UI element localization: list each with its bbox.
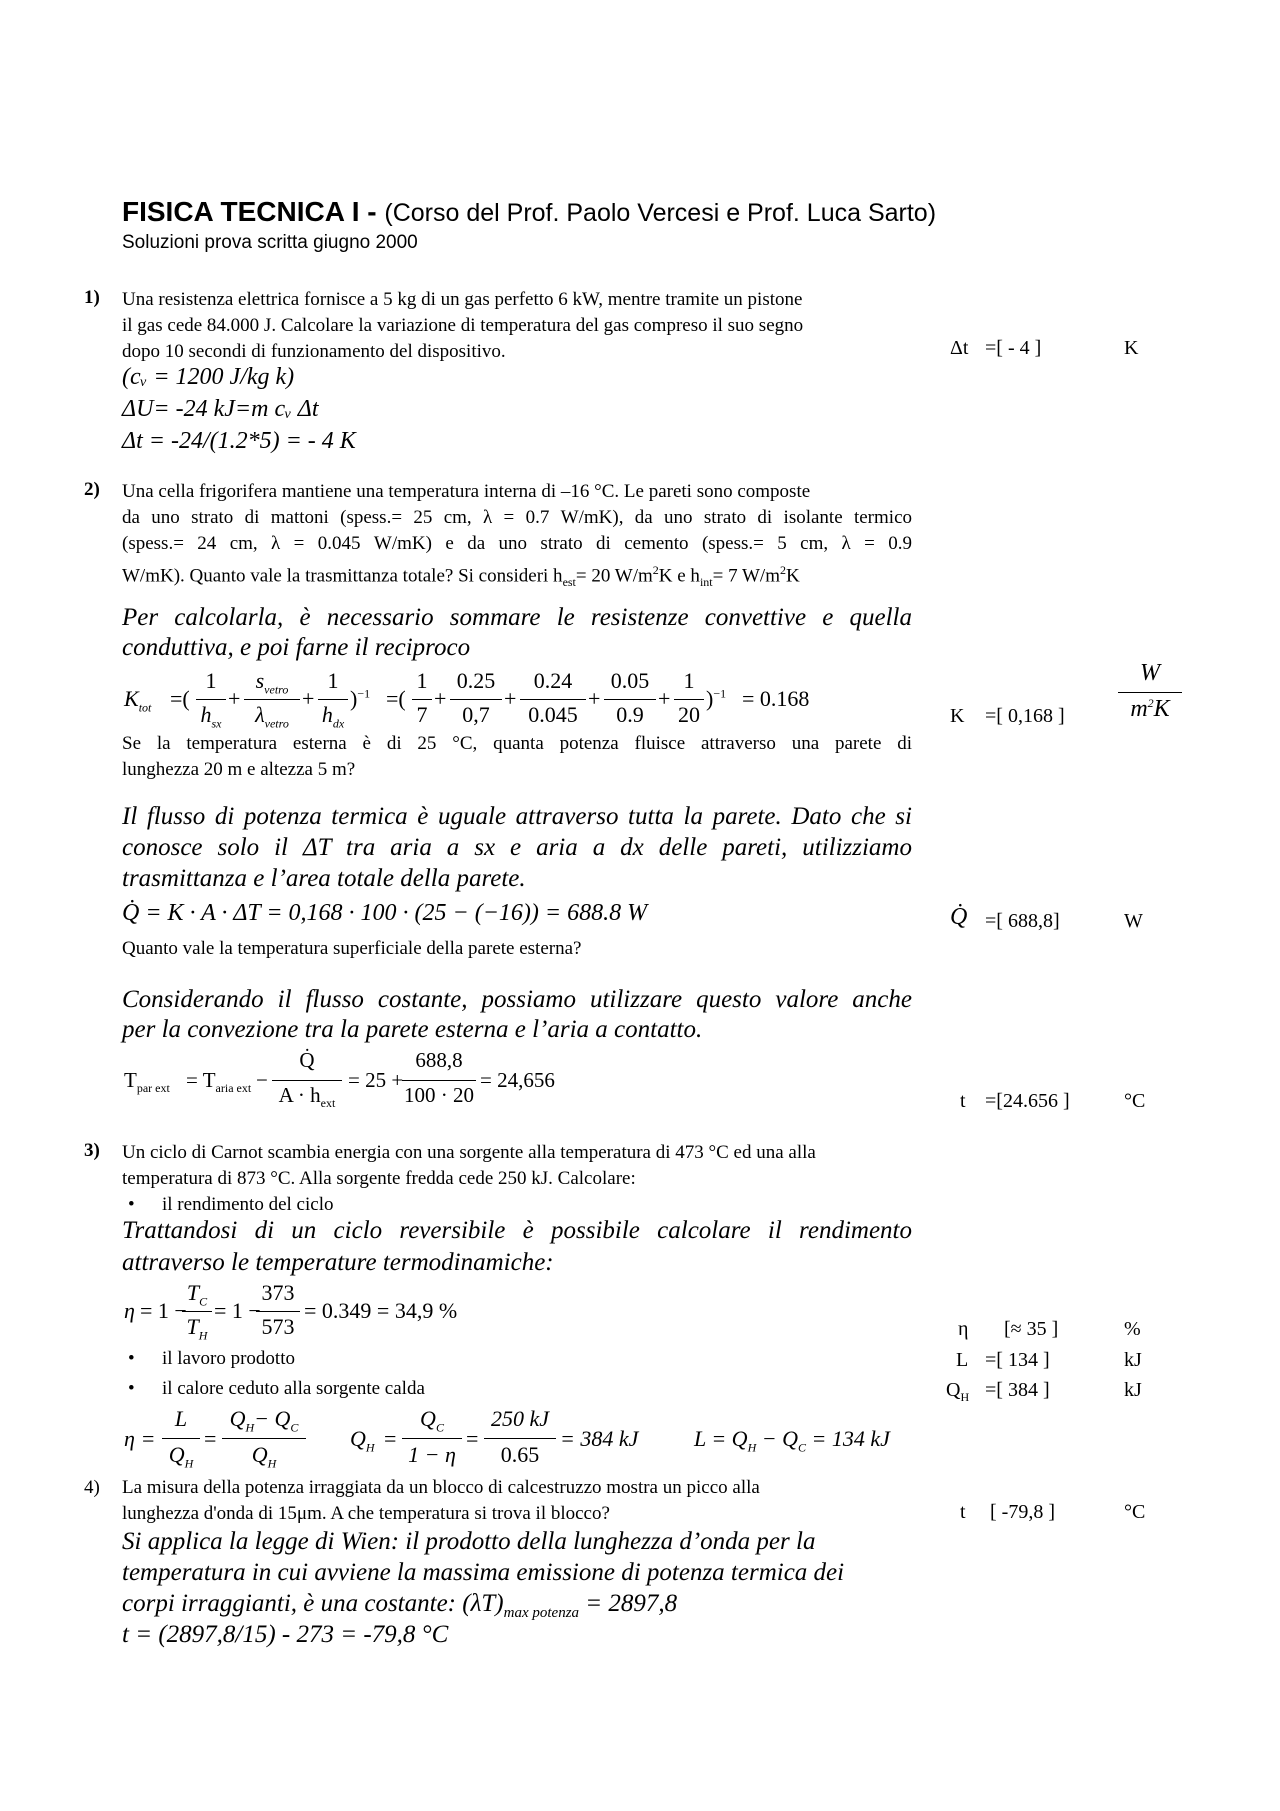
eta-p1: = 1 −	[140, 1298, 187, 1323]
term3-num: 1	[327, 668, 339, 693]
unit-den	[1118, 696, 1182, 723]
q2b-line-1: Se la temperatura esterna è di 25 °C, quanta potenza fluisce attraverso una parete di	[122, 733, 912, 754]
page-subtitle: Soluzioni prova scritta giugno 2000	[122, 232, 418, 253]
d5: 20	[678, 702, 700, 727]
q2-answer-k-symbol: K	[950, 705, 965, 727]
f2-d1-q: Q	[168, 1442, 185, 1467]
f2-n2a: Q	[229, 1406, 246, 1431]
f2-eq1: =	[142, 1426, 155, 1451]
q2-solution-2-line-1: Il flusso di potenza termica è uguale attraverso tutta la parete. Dato che si	[122, 803, 912, 830]
formula-tparext	[122, 1048, 722, 1118]
eta-result: = 0.349 = 34,9 %	[304, 1298, 458, 1323]
close-2	[706, 686, 726, 712]
n5: 1	[683, 668, 695, 693]
eta-n1-t: T	[186, 1280, 200, 1305]
eta-d1-t: T	[186, 1314, 199, 1339]
page-title	[122, 196, 936, 228]
f2-eq3: =	[384, 1426, 397, 1451]
q2-answer-t-symbol: t	[960, 1090, 966, 1112]
q4-solution-line-1: Si applica la legge di Wien: il prodotto della lunghezza d’onda per la	[122, 1528, 816, 1555]
frac1-den-sub: ext	[320, 1096, 336, 1111]
exp-2: −1	[713, 686, 727, 701]
f2-n3-sub: C	[435, 1420, 444, 1435]
frac1-den	[272, 1083, 342, 1111]
plus-4: +	[504, 686, 517, 711]
eta-n2: 373	[261, 1280, 295, 1305]
term1-sub: sx	[211, 716, 222, 731]
question-2-number: 2)	[84, 479, 100, 500]
f2-d1	[162, 1442, 200, 1471]
h-est-value: = 20 W/m	[575, 565, 653, 587]
q2-solution-3-line-2: per la convezione tra la parete esterna e l’aria a contatto.	[122, 1016, 703, 1043]
unit-m: m	[1130, 696, 1148, 722]
f2-n3-q: Q	[420, 1406, 436, 1431]
sq-2: 2	[779, 563, 786, 577]
formula-qh	[122, 1404, 922, 1474]
q1-solution-1: (cᵥ = 1200 J/kg k)	[122, 364, 295, 390]
q2-answer-k-value: =[ 0,168 ]	[985, 705, 1065, 727]
q1-answer-symbol: Δt	[950, 337, 969, 359]
ktot-result: = 0.168	[742, 686, 810, 711]
q1-answer-unit: K	[1124, 337, 1139, 359]
unit-sq: 2	[1147, 696, 1154, 710]
bullet-dot-2: •	[128, 1348, 135, 1369]
h-int-value: = 7 W/m	[712, 565, 780, 587]
f2-bar2	[222, 1438, 306, 1439]
open-2: (	[398, 686, 406, 711]
q4-solution-line-4: t = (2897,8/15) - 273 = -79,8 °C	[122, 1621, 449, 1648]
frac1-num: Q̇	[299, 1048, 315, 1072]
f2-lw	[694, 1426, 890, 1455]
q4-sol-sub: max potenza	[503, 1605, 580, 1621]
eta-bar1	[182, 1311, 212, 1312]
term3-h: h	[321, 702, 333, 727]
f2-eta: η	[124, 1426, 135, 1451]
bar-n4	[604, 699, 656, 700]
f2-lw-text: L = Q	[694, 1426, 748, 1451]
f2-d2-q: Q	[251, 1442, 268, 1467]
sq-1: 2	[652, 563, 659, 577]
bar-n3	[520, 699, 586, 700]
exp-1: −1	[357, 686, 371, 701]
q2-line-4-text: W/mK). Quanto vale la trasmittanza totale? Si consideri h	[122, 565, 563, 587]
f2-d3: 1 − η	[408, 1442, 456, 1467]
qh-q: Q	[946, 1379, 961, 1401]
q3-solution-line-2: attraverso le temperature termodinamiche:	[122, 1249, 554, 1276]
q2-solution-2-line-2: conosce solo il ΔT tra aria a sx e aria a dx delle pareti, utilizziamo	[122, 834, 912, 861]
f2-qh-q: Q	[350, 1426, 366, 1451]
f2-qh	[350, 1426, 375, 1455]
q1-line-2: il gas cede 84.000 J. Calcolare la variazione di temperatura del gas compreso il suo segno	[122, 315, 804, 336]
q2b-line-2: lunghezza 20 m e altezza 5 m?	[122, 759, 356, 780]
h-est-subscript: est	[562, 575, 576, 590]
f2-n4: 250 kJ	[490, 1406, 550, 1431]
term2-num	[244, 668, 300, 697]
q4-answer-symbol: t	[960, 1501, 966, 1523]
eta-d1	[182, 1314, 212, 1343]
q1-line-1: Una resistenza elettrica fornisce a 5 kg di un gas perfetto 6 kW, mentre tramite un pistone	[122, 289, 803, 310]
f2-n3	[402, 1406, 462, 1435]
eta-p2: = 1 −	[214, 1298, 261, 1323]
f2-d4: 0.65	[500, 1442, 540, 1467]
formula-eta	[122, 1278, 622, 1348]
k-and-h: K e h	[658, 565, 700, 587]
term1-h: h	[200, 702, 212, 727]
q3-answer-l-value: =[ 134 ]	[985, 1349, 1050, 1371]
close-1	[350, 686, 370, 712]
term2-bar	[244, 699, 300, 700]
q3-answer-l-symbol: L	[956, 1349, 969, 1371]
bar-n1	[412, 699, 432, 700]
d2: 0,7	[462, 702, 490, 727]
q2c-question: Quanto vale la temperatura superficiale della parete esterna?	[122, 938, 582, 959]
f2-bar1	[162, 1438, 200, 1439]
t-par: T	[124, 1068, 137, 1092]
ktot-open: (	[182, 686, 190, 711]
course-name: FISICA TECNICA I -	[122, 196, 385, 227]
n4: 0.05	[610, 668, 650, 693]
k-end: K	[785, 565, 800, 587]
q3-line-1: Un ciclo di Carnot scambia energia con una sorgente alla temperatura di 473 °C ed una alla	[122, 1142, 816, 1163]
eta-d1-sub: H	[198, 1328, 208, 1343]
f2-n2a-sub: H	[245, 1420, 255, 1435]
n3: 0.24	[533, 668, 573, 693]
unit-k: K	[1153, 696, 1170, 722]
minus-sign: −	[256, 1068, 268, 1092]
unit-num: W	[1140, 660, 1160, 686]
term2-den-sub: vetro	[264, 716, 289, 731]
q3-answer-qh-value: =[ 384 ]	[985, 1379, 1050, 1401]
t-aria: = T	[186, 1068, 216, 1092]
q3-bullet-1: il rendimento del ciclo	[162, 1194, 334, 1215]
f2-res3: = 384 kJ	[560, 1426, 639, 1451]
eta-n1-sub: C	[199, 1294, 208, 1309]
close-1-paren: )	[350, 686, 358, 711]
frac1-den-text: A · h	[278, 1083, 321, 1107]
f2-n1: L	[174, 1406, 188, 1431]
term1-bar	[196, 699, 226, 700]
f2-d1-sub: H	[184, 1456, 194, 1471]
f2-eq4: =	[466, 1426, 479, 1451]
plus-1: +	[228, 686, 241, 711]
q1-line-3: dopo 10 secondi di funzionamento del dispositivo.	[122, 341, 506, 362]
q4-line-2: lunghezza d'onda di 15μm. A che temperatura si trova il blocco?	[122, 1503, 610, 1524]
ktot-symbol: K	[124, 686, 139, 711]
frac2-bar	[402, 1080, 476, 1081]
term3-sub: dx	[332, 716, 345, 731]
frac-mid: = 25 +	[348, 1068, 404, 1092]
eta-d2: 573	[261, 1314, 295, 1339]
q3-answer-eta-unit: %	[1124, 1318, 1141, 1340]
q3-bullet-3: il calore ceduto alla sorgente calda	[162, 1378, 425, 1399]
q3-solution-line-1: Trattandosi di un ciclo reversibile è possibile calcolare il rendimento	[122, 1217, 912, 1244]
q2-solution-2-line-3: trasmittanza e l’area totale della parete.	[122, 865, 526, 892]
bar-n2	[450, 699, 502, 700]
term3-bar	[318, 699, 348, 700]
frac1-bar	[272, 1080, 342, 1081]
q2-line-2: da uno strato di mattoni (spess.= 25 cm, λ = 0.7 W/mK), da uno strato di isolante termico	[122, 507, 912, 528]
q2-answer-q-symbol: Q̇	[950, 904, 968, 930]
q2-solution-3-line-1: Considerando il flusso costante, possiamo utilizzare questo valore anche	[122, 986, 912, 1013]
f2-qh-sub: H	[365, 1440, 375, 1455]
f2-eq2: =	[204, 1426, 217, 1451]
q2-solution-1-line-1: Per calcolarla, è necessario sommare le resistenze convettive e quella	[122, 604, 912, 631]
f2-lw-res: = 134 kJ	[806, 1426, 890, 1451]
q3-answer-eta-symbol: η	[958, 1318, 969, 1340]
f2-n2b: − Q	[254, 1406, 291, 1431]
f2-bar4	[484, 1438, 556, 1439]
unit-bar	[1118, 692, 1182, 693]
d4: 0.9	[616, 702, 644, 727]
q2-answer-t-unit: °C	[1124, 1090, 1146, 1112]
bullet-dot-3: •	[128, 1378, 135, 1399]
q3-answer-eta-value: [≈ 35 ]	[1004, 1318, 1059, 1340]
t-par-sub: par ext	[136, 1081, 170, 1096]
f2-n2b-sub: C	[290, 1420, 299, 1435]
q4-answer-value: [ -79,8 ]	[990, 1501, 1055, 1523]
term2-lambda: λ	[255, 702, 265, 727]
f2-d2	[222, 1442, 306, 1471]
bar-n5	[674, 699, 704, 700]
frac2-den: 100 · 20	[404, 1083, 474, 1107]
plus-3: +	[434, 686, 447, 711]
ktot-eq: =	[170, 686, 183, 711]
close-2-paren: )	[706, 686, 714, 711]
question-1-number: 1)	[84, 287, 100, 308]
eq-open-2	[386, 686, 406, 712]
question-3-number: 3)	[84, 1140, 100, 1161]
q1-answer-value: =[ - 4 ]	[985, 337, 1042, 359]
t-aria-sub: aria ext	[215, 1081, 252, 1096]
q3-answer-l-unit: kJ	[1124, 1349, 1142, 1371]
plus-6: +	[658, 686, 671, 711]
q2-line-4	[122, 557, 800, 595]
term1-den	[196, 702, 226, 731]
ktot-eq-open	[170, 686, 190, 712]
q3-line-2: temperatura di 873 °C. Alla sorgente fredda cede 250 kJ. Calcolare:	[122, 1168, 636, 1189]
d3: 0.045	[528, 702, 578, 727]
q3-answer-qh-unit: kJ	[1124, 1379, 1142, 1401]
f2-lw-sub2: C	[797, 1440, 806, 1455]
qh-sub: H	[960, 1390, 970, 1404]
q3-answer-qh-symbol	[946, 1379, 969, 1405]
ktot-sub: tot	[138, 700, 152, 715]
term2-s: s	[255, 668, 265, 693]
q1-solution-2: ΔU= -24 kJ=m cᵥ Δt	[122, 396, 319, 422]
n1: 1	[416, 668, 428, 693]
eta-bar2	[256, 1311, 300, 1312]
course-professors: (Corso del Prof. Paolo Vercesi e Prof. Luca Sarto)	[384, 199, 937, 227]
term2-den	[244, 702, 300, 731]
eta-n1	[182, 1280, 212, 1309]
f2-bar3	[402, 1438, 462, 1439]
q4-solution-line-2: temperatura in cui avviene la massima emissione di potenza termica dei	[122, 1559, 845, 1586]
f2-d2-sub: H	[267, 1456, 277, 1471]
frac2-num: 688,8	[415, 1048, 463, 1072]
q2-answer-q-value: =[ 688,8]	[985, 910, 1060, 932]
q2-line-1: Una cella frigorifera mantiene una temperatura interna di –16 °C. Le pareti sono composte	[122, 481, 811, 502]
f2-n2	[222, 1406, 306, 1435]
q4-sol-3-text: corpi irraggianti, è una costante: (λT)	[122, 1590, 504, 1617]
q2-answer-q-unit: W	[1124, 910, 1143, 932]
q2-answer-t-value: =[24.656 ]	[985, 1090, 1070, 1112]
q3-bullet-2: il lavoro prodotto	[162, 1348, 295, 1369]
q4-sol-end: = 2897,8	[579, 1590, 678, 1617]
q1-solution-3: Δt = -24/(1.2*5) = - 4 K	[122, 428, 356, 454]
q4-line-1: La misura della potenza irraggiata da un blocco di calcestruzzo mostra un picco alla	[122, 1477, 760, 1498]
tparext-result: = 24,656	[480, 1068, 555, 1092]
q2-line-3: (spess.= 24 cm, λ = 0.045 W/mK) e da uno strato di cemento (spess.= 5 cm, λ = 0.9	[122, 533, 912, 554]
f2-lw-mid: − Q	[756, 1426, 798, 1451]
formula-ktot	[122, 666, 822, 736]
eta-symbol: η	[124, 1298, 135, 1323]
plus-5: +	[588, 686, 601, 711]
n2: 0.25	[456, 668, 496, 693]
d1: 7	[416, 702, 428, 727]
eq-2: =	[386, 686, 399, 711]
bullet-dot-1: •	[128, 1194, 135, 1215]
term2-num-sub: vetro	[264, 682, 289, 697]
h-int-subscript: int	[699, 575, 713, 590]
f2-lw-sub1: H	[747, 1440, 757, 1455]
question-4-number: 4)	[84, 1477, 100, 1498]
plus-2: +	[302, 686, 315, 711]
formula-power: Q̇ = K · A · ΔT = 0,168 · 100 · (25 − (−16)) = 688.8 W	[122, 900, 648, 926]
q2-solution-1-line-2: conduttiva, e poi farne il reciproco	[122, 634, 471, 661]
q4-answer-unit: °C	[1124, 1501, 1146, 1523]
term1-num: 1	[205, 668, 217, 693]
term3-den	[318, 702, 348, 731]
